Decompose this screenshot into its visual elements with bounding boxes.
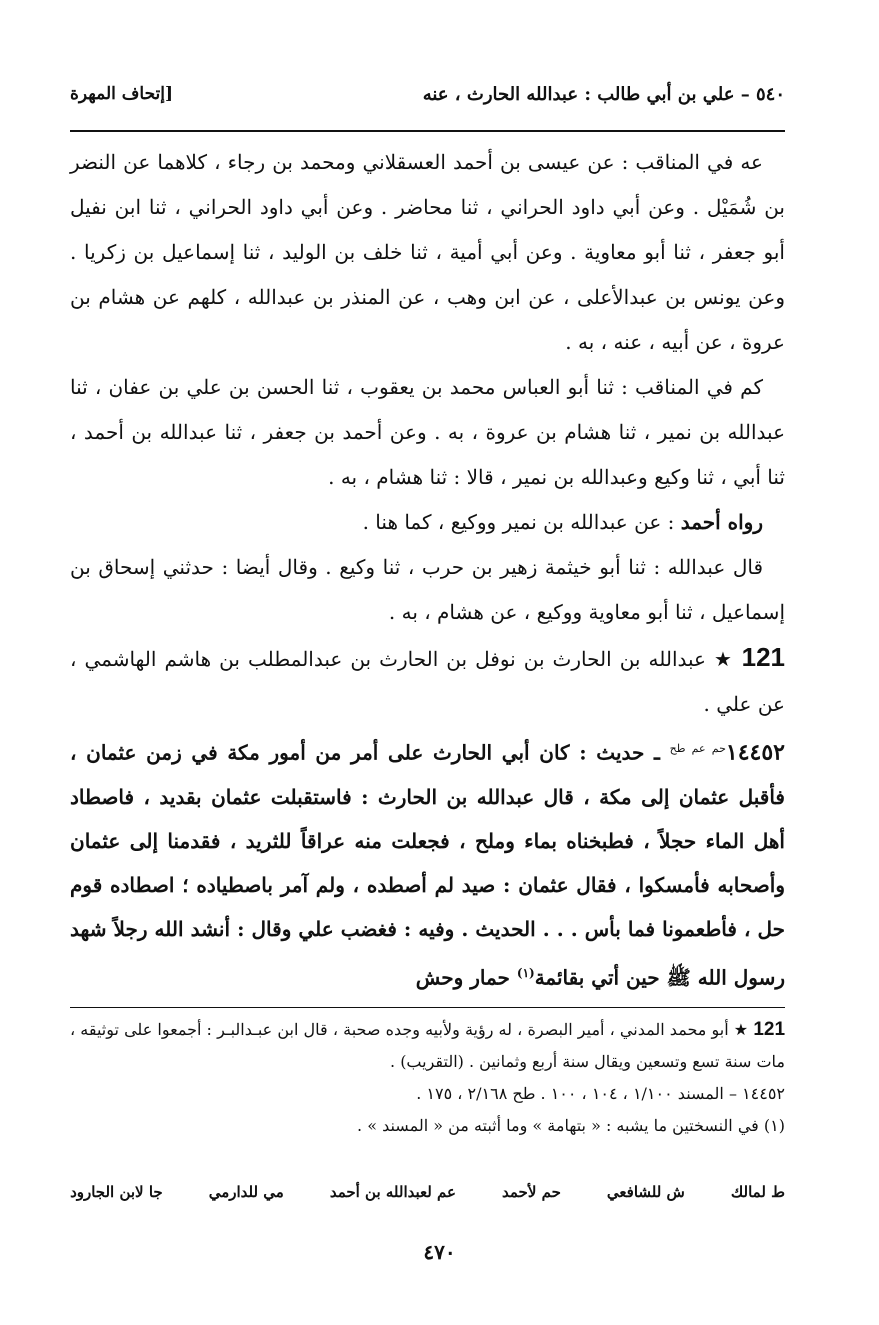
page-number: ٤٧٠ — [423, 1240, 456, 1264]
footnotes — [70, 1014, 785, 1142]
footnote-1-number: 121 — [753, 1019, 786, 1041]
legend-item: مي للدارمي — [208, 1183, 284, 1201]
footnote-3: (١) في النسختين ما يشبه : « بتهامة » وما أثبته من « المسند » . — [357, 1116, 785, 1136]
hadith-text-part-2: حمار وحش — [415, 965, 517, 990]
paragraph-3-lead: رواه أحمد — [680, 510, 763, 534]
hadith-number: ١٤٤٥٢ — [725, 739, 785, 766]
footnote-1 — [70, 1014, 785, 1078]
footnote-2: ١٤٤٥٢ – المسند ١/١٠٠ ، ١٠٤ ، ١٠٠ . طح ٢/١٦٨ ، ١٧٥ . — [416, 1084, 785, 1104]
footnote-1-text: أبو محمد المدني ، أمير البصرة ، له رؤية ولأبيه وجده صحبة ، قال ابن عبـدالبـر : أجمعوا على توثيقه ، مات سنة تسع وتسعين ويقال سنة أربع وثمانين . (التقريب) . — [70, 1020, 785, 1072]
hadith-text-part-1: ـ حديث : كان أبي الحارث على أمر من أمور مكة في زمن عثمان ، فأقبل عثمان إلى مكة ، قال عبدالله بن الحارث : فاستقبلت عثمان بقديد ، فاصطاد أهل الماء حجلاً ، فطبخناه بماء وملح ، فجعلت منه عراقاً للثريد ، فقدمنا إلى عثمان وأصحابه فأمسكوا ، فقال عثمان : صيد لم أصطده ، ولم آمر باصطياده ؛ اصطاده قوم حل ، فأطعمونا فما بأس . . . الحديث . وفيه : فغضب علي وقال : أنشد الله رجلاً شهد رسول الله ﷺ حين أتي بقائمة — [70, 740, 785, 990]
abbreviation-legend — [70, 1183, 785, 1201]
legend-item: ط لمالك — [730, 1183, 785, 1201]
header-book-title: [إتحاف المهرة — [70, 84, 174, 104]
paragraph-4: قال عبدالله : ثنا أبو خيثمة زهير بن حرب ، ثنا وكيع . وقال أيضا : حدثني إسحاق بن إسماعيل ، ثنا أبو معاوية ووكيع ، عن هشام ، به . — [70, 555, 785, 624]
paragraph-1: عه في المناقب : عن عيسى بن أحمد العسقلاني ومحمد بن رجاء ، كلاهما عن النضر بن شُمَيْل . وعن أبي داود الحراني ، ثنا محاضر . وعن أبي داود الحراني ، ثنا ابن نفيل أبو جعفر ، ثنا أبو معاوية . وعن أبي أمية ، ثنا خلف بن الوليد ، ثنا إسماعيل بن زكريا . وعن يونس بن عبدالأعلى ، عن ابن وهب ، عن المنذر بن عبدالله ، كلهم عن هشام بن عروة ، عن أبيه ، عنه ، به . — [70, 150, 785, 354]
main-text — [70, 140, 785, 999]
hadith-text — [70, 727, 785, 999]
narrator-entry — [70, 635, 785, 727]
entry-number: 121 — [741, 642, 786, 672]
page — [70, 70, 785, 1142]
paragraph-3-rest: : عن عبدالله بن نمير ووكيع ، كما هنا . — [362, 510, 681, 534]
star-icon: ★ — [714, 647, 734, 671]
footnote-star-icon: ★ — [733, 1020, 749, 1040]
footnote-rule — [70, 1007, 785, 1008]
hadith-source-symbols: حم عم طح — [669, 742, 726, 755]
hadith-block — [70, 727, 785, 999]
header-page-ref: ٥٤٠ – علي بن أبي طالب : عبدالله الحارث ، عنه — [422, 84, 785, 105]
footnote-ref: (١) — [516, 965, 535, 980]
paragraph-3 — [70, 500, 785, 545]
legend-item: حم لأحمد — [502, 1183, 561, 1201]
running-header — [70, 70, 785, 116]
header-rule — [70, 130, 785, 132]
paragraph-2: كم في المناقب : ثنا أبو العباس محمد بن يعقوب ، ثنا الحسن بن علي بن عفان ، ثنا عبدالله بن نمير ، ثنا هشام بن عروة ، به . وعن أحمد بن جعفر ، ثنا عبدالله بن أحمد ، ثنا أبي ، ثنا وكيع وعبدالله بن نمير ، قالا : ثنا هشام ، به . — [70, 375, 785, 489]
legend-item: ش للشافعي — [606, 1183, 685, 1201]
legend-item: عم لعبدالله بن أحمد — [329, 1183, 456, 1201]
legend-item: جا لابن الجارود — [70, 1183, 163, 1201]
entry-text: عبدالله بن الحارث بن نوفل بن الحارث بن عبدالمطلب بن هاشم الهاشمي ، عن علي . — [70, 647, 785, 716]
